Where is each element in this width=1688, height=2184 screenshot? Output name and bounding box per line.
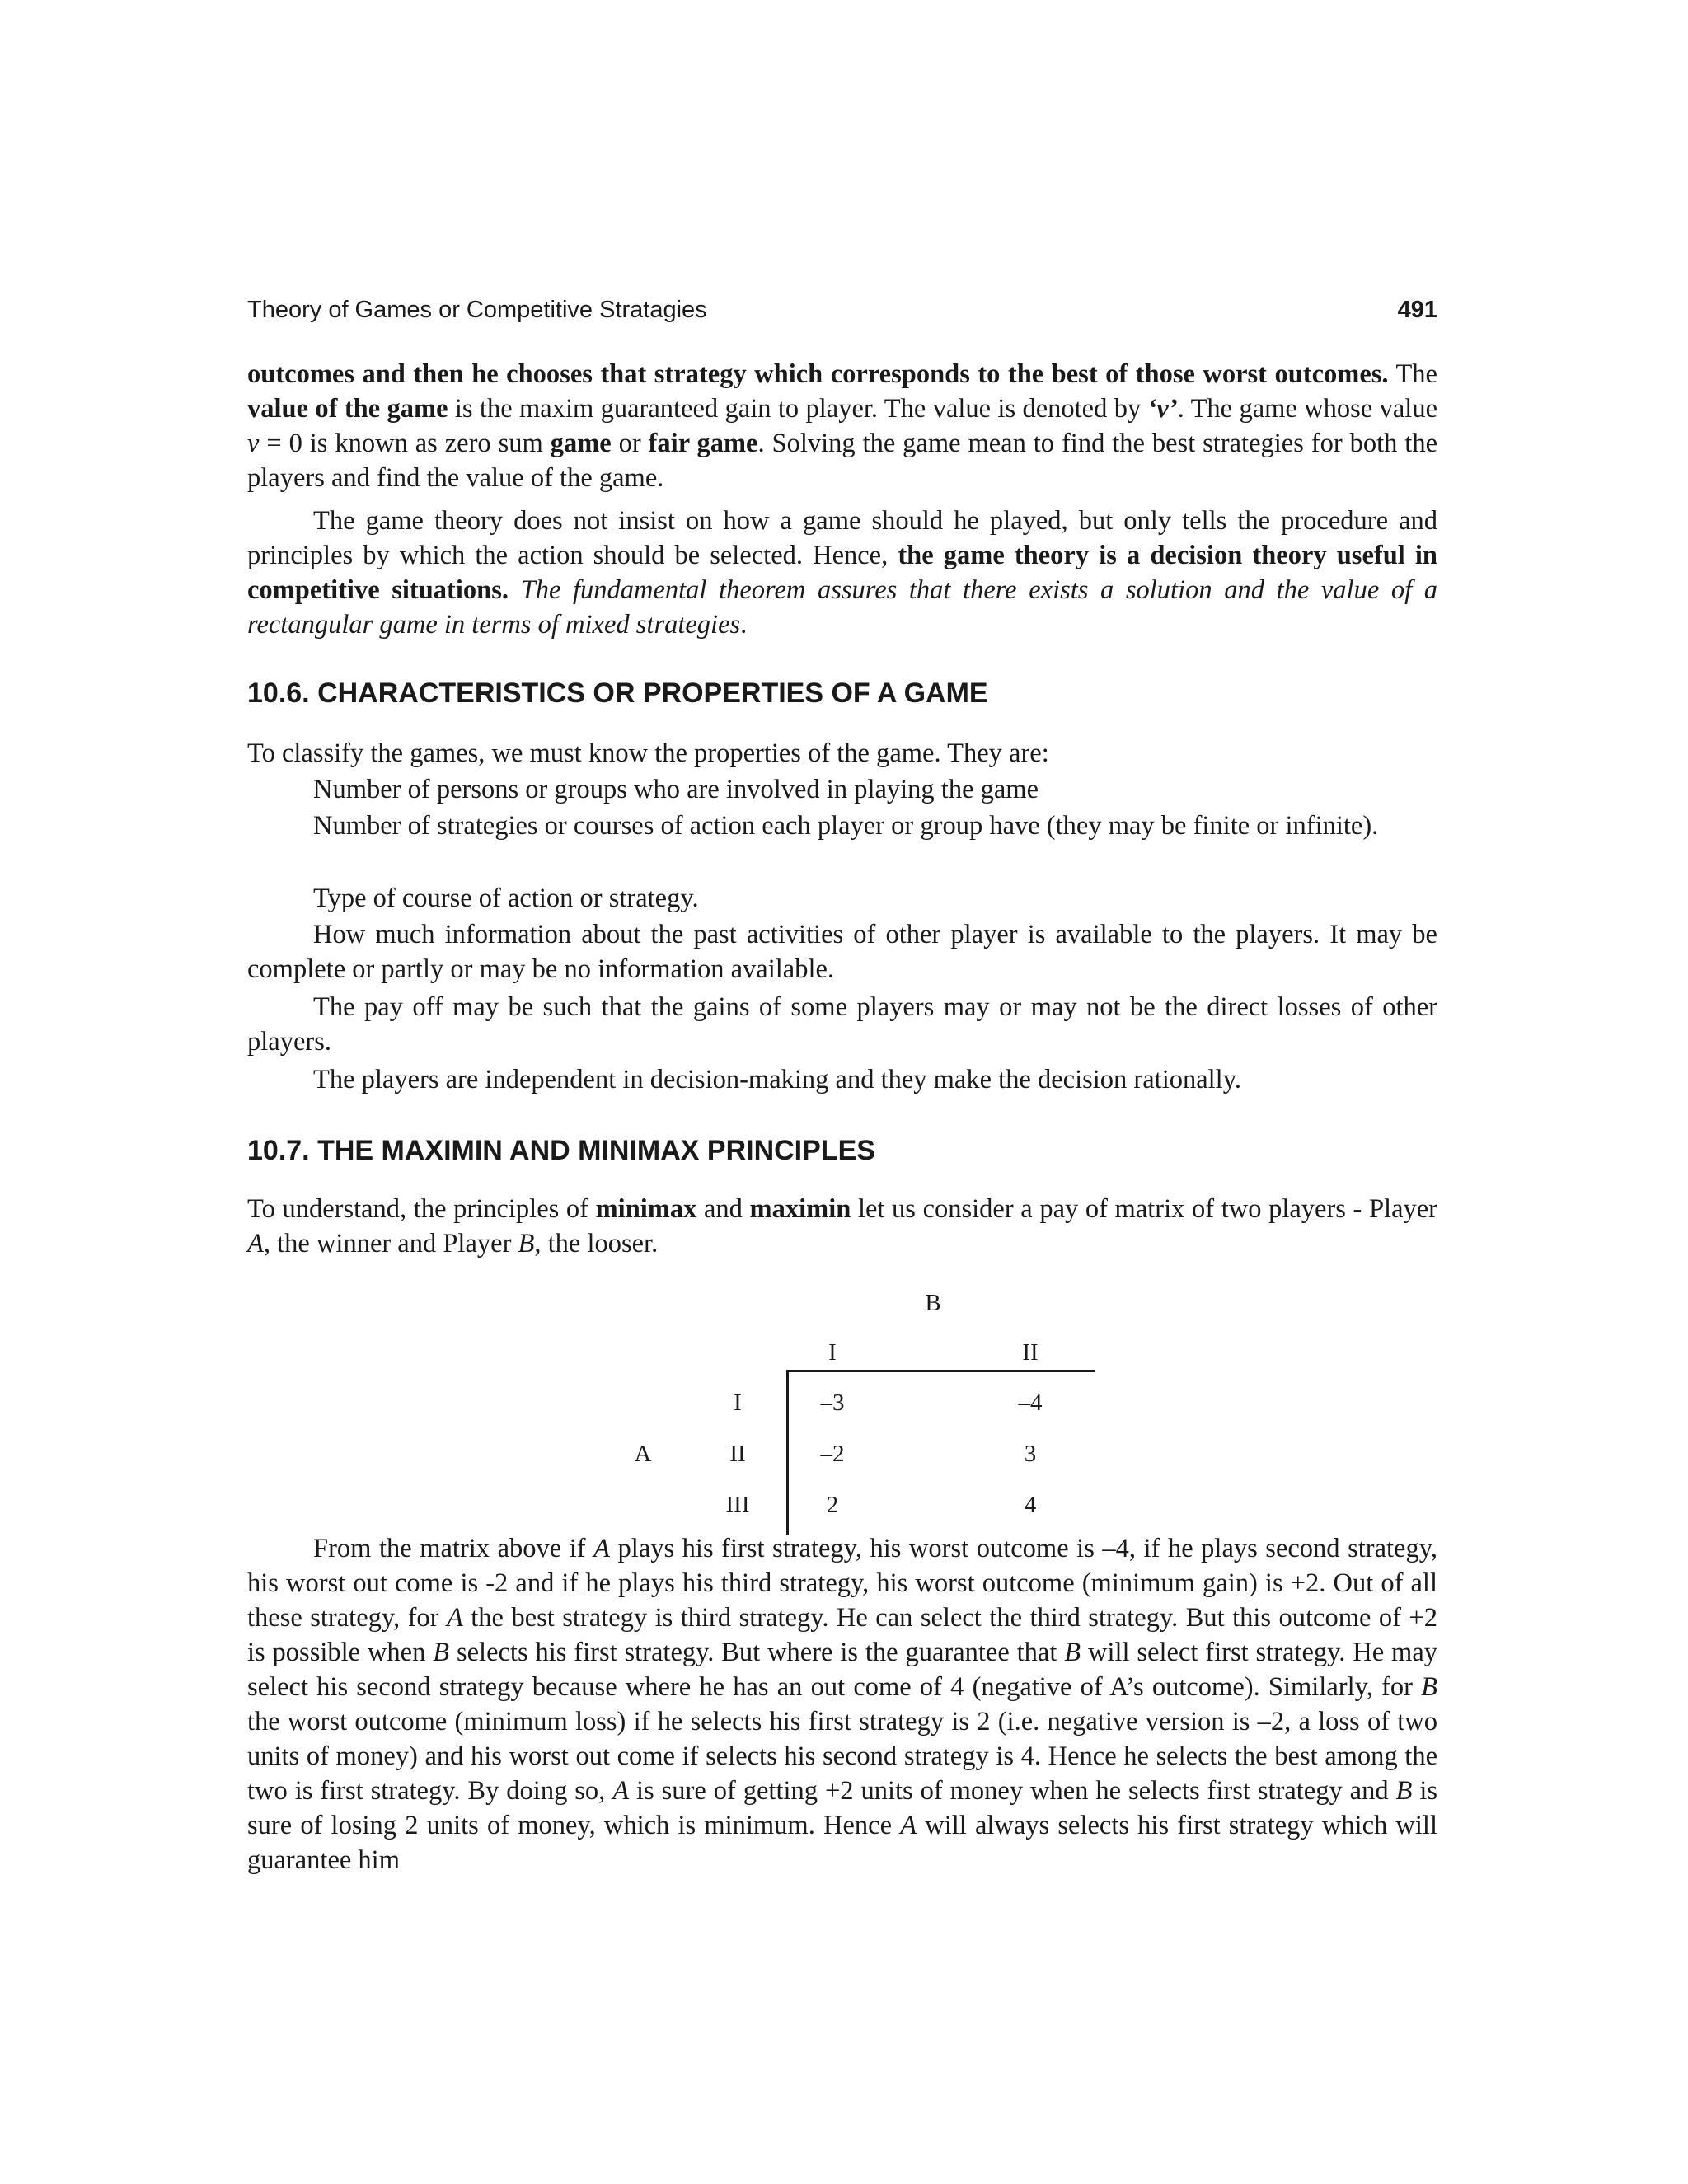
bold-text: value of the game — [247, 394, 448, 424]
property-item-2: Number of strategies or courses of action each player or group have (they may be finite or infinite). — [313, 811, 1379, 841]
property-item-1: Number of persons or groups who are involved in playing the game — [313, 775, 1039, 804]
italic-text: A — [446, 1603, 463, 1633]
italic-text: B — [1421, 1672, 1437, 1702]
italic-text: A — [612, 1776, 630, 1806]
property-item-6: The players are independent in decision-making and they make the decision rationally. — [313, 1065, 1241, 1094]
italic-text: A — [593, 1534, 610, 1563]
italic-text: The fundamental theorem assures that there exists a solution and the value of a rectangular game in terms of mixed strategies — [247, 575, 1437, 640]
bold-text: the game theory is a decision theory useful in competitive situations. — [247, 541, 1438, 605]
text: . The game whose value — [1177, 394, 1437, 424]
text: or — [611, 429, 649, 458]
text: is sure of losing 2 units of money, which is minimum. Hence — [247, 1776, 1437, 1840]
text: is the maxim guaranteed gain to player. The value is denoted by — [448, 394, 1148, 424]
text: . — [740, 610, 748, 640]
text: = 0 is known as zero sum — [259, 429, 551, 458]
property-item-3: Type of course of action or strategy. — [313, 883, 699, 913]
row-label: I — [734, 1390, 742, 1416]
column-player-label: B — [925, 1290, 941, 1316]
matrix-top-rule — [786, 1370, 1095, 1372]
intro-paragraph-2 — [247, 504, 1437, 642]
text: , the looser. — [534, 1229, 659, 1258]
column-label: I — [828, 1339, 837, 1366]
property-item-4: How much information about the past activities of other player is available to the players. It may be complete or partly or may be no information available. — [247, 920, 1437, 984]
italic-text: A — [900, 1811, 917, 1840]
matrix-cell: 2 — [826, 1492, 839, 1518]
matrix-cell: –2 — [820, 1441, 845, 1467]
italic-text: B — [433, 1638, 450, 1667]
italic-text: B — [1395, 1776, 1413, 1806]
discussion-paragraph — [247, 1531, 1437, 1877]
section-10-7-paragraph — [247, 1192, 1437, 1261]
payoff-matrix — [577, 1282, 1170, 1545]
text — [509, 575, 521, 605]
matrix-cell: –4 — [1018, 1390, 1043, 1416]
italic-text: B — [1064, 1638, 1081, 1667]
page-number: 491 — [1397, 297, 1437, 323]
row-label: II — [729, 1441, 746, 1467]
row-label: III — [725, 1492, 750, 1518]
text: . Solving the game mean to find the best strategies for both the players and find the value of the game. — [247, 429, 1437, 493]
italic-text: v — [247, 429, 260, 458]
text: , the winner and Player — [263, 1229, 518, 1258]
text: will select first strategy. He may select his second strategy because where he has an out come of 4 (negative of A’s outcome). Similarly, for — [247, 1638, 1437, 1702]
bold-text: game — [550, 429, 612, 458]
text: will always selects his first strategy which will guarantee him — [247, 1811, 1437, 1875]
matrix-cell: 4 — [1024, 1492, 1037, 1518]
italic-text: B — [518, 1229, 535, 1258]
text: plays his first strategy, his worst outcome is –4, if he plays second strategy, his worst out come is -2 and if he plays his third strategy, his worst outcome (minimum gain) is +2. Out of all these strategy, for — [247, 1534, 1437, 1633]
bold-text: fair game — [648, 429, 758, 458]
section-heading-10-6: 10.6. CHARACTERISTICS OR PROPERTIES OF A GAME — [247, 677, 988, 709]
text: To understand, the principles of — [247, 1194, 596, 1224]
text: The game theory does not insist on how a game should he played, but only tells the procedure and principles by which the action should be selected. Hence, — [247, 506, 1437, 570]
section-10-6-intro: To classify the games, we must know the properties of the game. They are: — [247, 738, 1049, 768]
running-title: Theory of Games or Competitive Stratagies — [247, 297, 707, 323]
bold-text: outcomes and then he chooses that strategy which corresponds to the best of those worst outcomes. — [247, 359, 1389, 389]
italic-text: A — [247, 1229, 264, 1258]
column-label: II — [1022, 1339, 1039, 1366]
text: the best strategy is third strategy. He can select the third strategy. But this outcome of +2 is possible when — [247, 1603, 1437, 1667]
row-player-label: A — [634, 1441, 652, 1467]
section-heading-10-7: 10.7. THE MAXIMIN AND MINIMAX PRINCIPLES — [247, 1135, 875, 1166]
text: the worst outcome (minimum loss) if he selects his first strategy is 2 (i.e. negative version is –2, a loss of two units of money) and his worst out come if selects his second strategy is 4. Hence he selects the best among the two is first strategy. By doing so, — [247, 1707, 1437, 1806]
property-item-5: The pay off may be such that the gains of some players may or may not be the direct losses of other players. — [247, 992, 1437, 1057]
matrix-cell: 3 — [1024, 1441, 1037, 1467]
matrix-cell: –3 — [820, 1390, 845, 1416]
text: is sure of getting +2 units of money when he selects first strategy and — [629, 1776, 1396, 1806]
text: From the matrix above if — [313, 1534, 594, 1563]
intro-paragraph-1 — [247, 357, 1437, 495]
text: and — [696, 1194, 750, 1224]
matrix-left-rule — [786, 1370, 789, 1535]
text: The — [1388, 359, 1437, 389]
text: selects his first strategy. But where is the guarantee that — [449, 1638, 1065, 1667]
bold-text: maximin — [749, 1194, 851, 1224]
bold-text: ‘v’ — [1147, 394, 1178, 424]
bold-text: minimax — [595, 1194, 697, 1224]
running-header — [247, 297, 1437, 330]
text: let us consider a pay of matrix of two players - Player — [851, 1194, 1438, 1224]
